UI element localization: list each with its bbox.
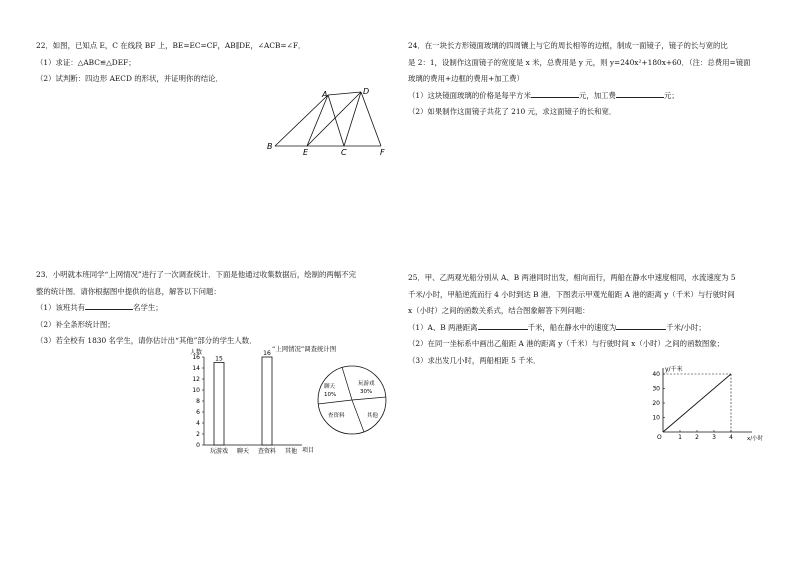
q23-line3-a: （1）该班共有 xyxy=(36,303,86,312)
q23-line3 xyxy=(36,300,356,317)
graph-xtick-label: 4 xyxy=(729,434,733,441)
bar-category-label: 其他 xyxy=(284,448,298,455)
q24-line4-c: 元； xyxy=(663,90,679,100)
q24-answer-blank-1[interactable] xyxy=(531,88,579,98)
bar-category-label: 聊天 xyxy=(236,448,250,455)
question-25 xyxy=(408,270,736,369)
bar-ytick-label: 14 xyxy=(192,365,200,372)
graph-xlabel: x/小时 xyxy=(747,436,764,442)
q23-bar-chart xyxy=(180,345,330,457)
bar-ytick-label: 4 xyxy=(196,420,200,427)
q25-line5: （2）在同一坐标系中画出乙船距 A 港的距离 y（千米）与行驶时间 x（小时）之间的函数图象； xyxy=(408,339,725,348)
bar-value-label: 16 xyxy=(263,350,271,357)
bar-ytick-label: 16 xyxy=(192,354,200,361)
q23-pie-chart xyxy=(312,360,392,440)
question-24 xyxy=(408,38,751,121)
q25-answer-blank-2[interactable] xyxy=(616,320,666,330)
q24-line1: 24．在一块长方形镜面玻璃的四周镶上与它的周长相等的边框，制成一面镜子，镜子的长与宽的比 xyxy=(408,41,728,50)
q24-line4-a: （1）这块镜面玻璃的价格是每平方米 xyxy=(408,90,531,100)
question-22 xyxy=(36,38,305,88)
bar-ylabel: 人数 xyxy=(190,349,203,356)
question-23 xyxy=(36,267,356,350)
graph-xtick-label: 1 xyxy=(678,434,682,441)
bar-ytick-label: 2 xyxy=(196,431,200,438)
label-c: C xyxy=(341,148,347,156)
graph-ytick-label: 40 xyxy=(652,371,660,378)
q25-line3: x（小时）之间的函数关系式，结合图象解答下列问题： xyxy=(408,306,590,315)
label-a: A xyxy=(322,90,328,99)
graph-ytick-label: 20 xyxy=(652,400,660,407)
bar-ytick-label: 8 xyxy=(196,398,200,405)
graph-ytick-label: 10 xyxy=(652,414,660,422)
pie-label-game-pct: 30% xyxy=(360,389,373,395)
label-f: F xyxy=(380,148,385,156)
q22-line3: （2）试判断：四边形 AECD 的形状，并证明你的结论． xyxy=(36,74,223,83)
bar-value-label: 15 xyxy=(215,355,223,363)
q24-answer-blank-2[interactable] xyxy=(616,88,664,98)
bar-0 xyxy=(214,363,224,446)
q23-line4: （2）补全条形统计图； xyxy=(36,319,115,329)
graph-series-line xyxy=(663,374,731,432)
q23-line3-b: 名学生； xyxy=(133,303,163,312)
bar-ytick-label: 12 xyxy=(192,376,200,383)
q25-line4-c: 千米/小时； xyxy=(666,322,706,332)
q25-line4-a: （1）A、B 两港距离 xyxy=(408,322,478,332)
graph-xtick-label: 3 xyxy=(712,434,716,441)
bar-2 xyxy=(262,357,272,445)
q24-line3: 玻璃的费用+边框的费用+加工费） xyxy=(408,74,524,83)
pie-label-chat: 聊天 xyxy=(324,384,336,390)
q25-line4 xyxy=(408,320,736,337)
bar-ytick-label: 0 xyxy=(196,442,200,449)
bar-category-label: 查资料 xyxy=(257,448,277,455)
q22-line1: 22．如图，已知点 E，C 在线段 BF 上，BE=EC=CF，AB∥DE，∠ACB=∠F． xyxy=(36,41,306,50)
q23-chart-title: “上网情况”调查统计图 xyxy=(272,345,337,353)
q24-line4-b: 元，加工费 xyxy=(578,90,616,100)
q25-answer-blank-1[interactable] xyxy=(478,320,528,330)
q23-line2: 整的统计图．请你根据图中提供的信息，解答以下问题： xyxy=(36,286,221,296)
q24-line5: （2）如果制作这面镜子共花了 210 元，求这面镜子的长和宽． xyxy=(408,107,617,116)
graph-ylabel: y/千米 xyxy=(665,366,683,373)
bar-category-label: 玩游戏 xyxy=(209,448,229,455)
bar-ytick-label: 6 xyxy=(196,409,200,416)
graph-origin: O xyxy=(657,434,662,441)
q24-line4 xyxy=(408,88,751,105)
pie-label-research: 查资料 xyxy=(328,413,345,419)
q25-line-graph xyxy=(645,362,765,444)
bar-ytick-label: 10 xyxy=(192,387,200,394)
q25-line2: 千米/小时，甲船逆流而行 4 小时到达 B 港．下图表示甲观光船距 A 港的距离 y（千米）与行驶时间 xyxy=(408,289,735,299)
q23-line1: 23．小明就本班同学“上网情况”进行了一次调查统计．下面是他通过收集数据后，绘制的两幅不完 xyxy=(36,270,356,279)
pie-label-chat-pct: 10% xyxy=(324,392,337,398)
label-d: D xyxy=(363,87,370,96)
q25-line1: 25．甲、乙两观光船分别从 A、B 两港同时出发，相向而行，两船在静水中速度相同，水流速度为 5 xyxy=(408,273,736,282)
pie-label-game: 玩游戏 xyxy=(358,381,375,387)
pie-label-other: 其他 xyxy=(367,413,379,419)
q23-line5: （3）若全校有 1830 名学生，请你估计出“其他”部分的学生人数． xyxy=(36,336,257,345)
label-e: E xyxy=(303,148,309,156)
q22-line2: （1）求证：△ABC≌△DEF； xyxy=(36,57,136,67)
q25-line6: （3）求出发几小时，两船相距 5 千米． xyxy=(408,355,541,365)
q23-answer-blank-1[interactable] xyxy=(85,300,133,310)
q24-line2: 是 2：1，设制作这面镜子的宽度是 x 米，总费用是 y 元，则 y=240x²+180x+60．（注：总费用=镜面 xyxy=(408,57,751,67)
q22-geometry-figure xyxy=(262,86,392,156)
label-b: B xyxy=(267,142,273,151)
q25-line4-b: 千米，船在静水中的速度为 xyxy=(527,322,617,332)
graph-xtick-label: 2 xyxy=(695,434,699,441)
bar-xlabel: 项目 xyxy=(302,447,315,454)
graph-ytick-label: 30 xyxy=(652,385,660,393)
